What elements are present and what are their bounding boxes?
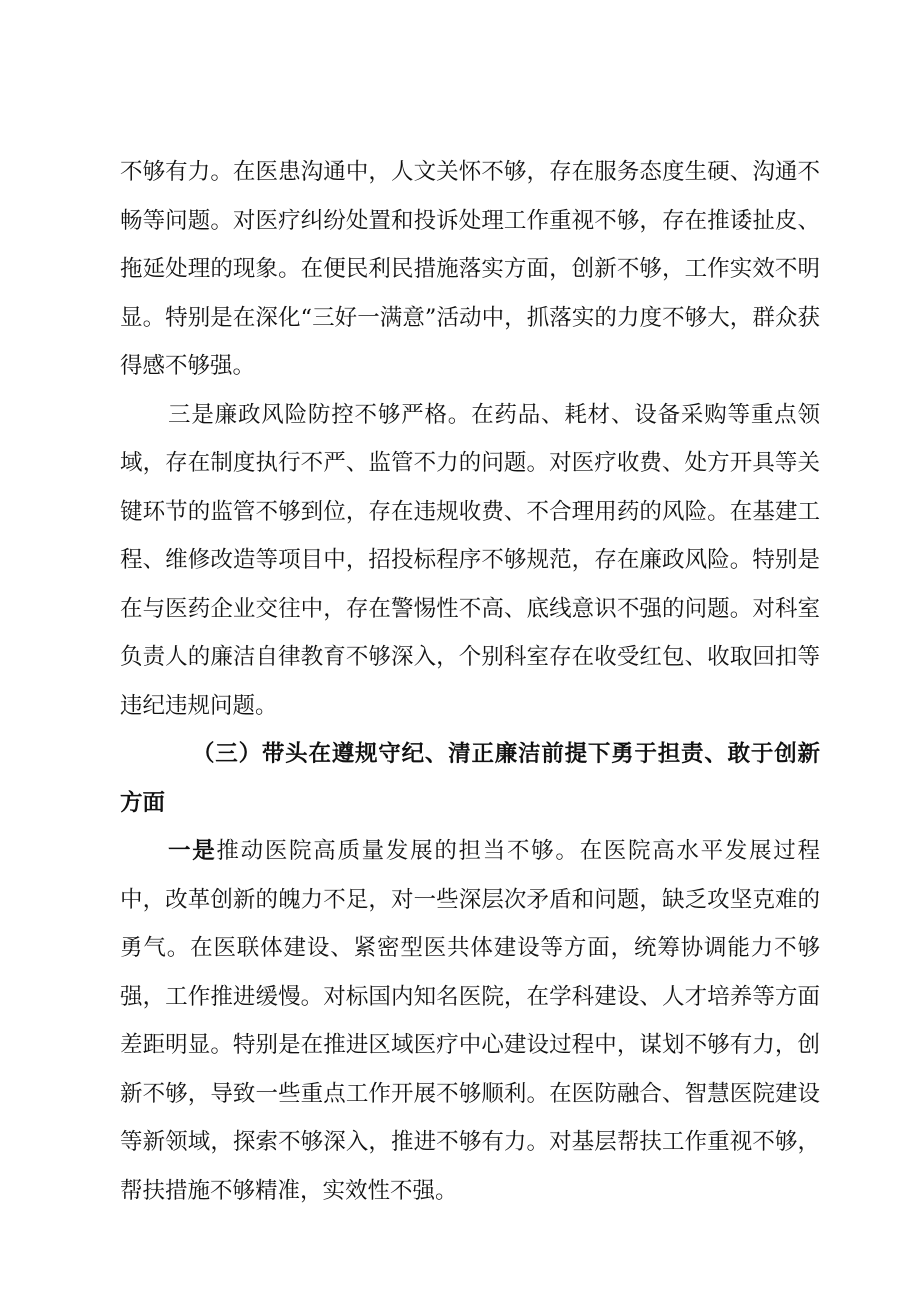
paragraph-development-responsibility — [120, 827, 820, 1215]
paragraph-lead-label: 一是 — [168, 838, 217, 864]
paragraph-continuation: 不够有力。在医患沟通中，人文关怀不够，存在服务态度生硬、沟通不畅等问题。对医疗纠纷处置和投诉处理工作重视不够，存在推诿扯皮、拖延处理的现象。在便民利民措施落实方面，创新不够，工作实效不明显。特别是在深化“三好一满意”活动中，抓落实的力度不够大，群众获得感不够强。 — [120, 159, 820, 379]
paragraph-body-text: 推动医院高质量发展的担当不够。在医院高水平发展过程中，改革创新的魄力不足，对一些深层次矛盾和问题，缺乏攻坚克难的勇气。在医联体建设、紧密型医共体建设等方面，统筹协调能力不够强，工作推进缓慢。对标国内知名医院，在学科建设、人才培养等方面差距明显。特别是在推进区域医疗中心建设过程中，谋划不够有力，创新不够，导致一些重点工作开展不够顺利。在医防融合、智慧医院建设等新领域，探索不够深入，推进不够有力。对基层帮扶工作重视不够，帮扶措施不够精准，实效性不强。 — [120, 838, 820, 1204]
paragraph-integrity-risk: 三是廉政风险防控不够严格。在药品、耗材、设备采购等重点领域，存在制度执行不严、监管不力的问题。对医疗收费、处方开具等关键环节的监管不够到位，存在违规收费、不合理用药的风险。在基建工程、维修改造等项目中，招投标程序不够规范，存在廉政风险。特别是在与医药企业交往中，存在警惕性不高、底线意识不强的问题。对科室负责人的廉洁自律教育不够深入，个别科室存在收受红包、收取回扣等违纪违规问题。 — [120, 401, 820, 719]
document-body — [120, 148, 820, 1215]
section-heading: （三）带头在遵规守纪、清正廉洁前提下勇于担责、敢于创新方面 — [120, 741, 820, 816]
